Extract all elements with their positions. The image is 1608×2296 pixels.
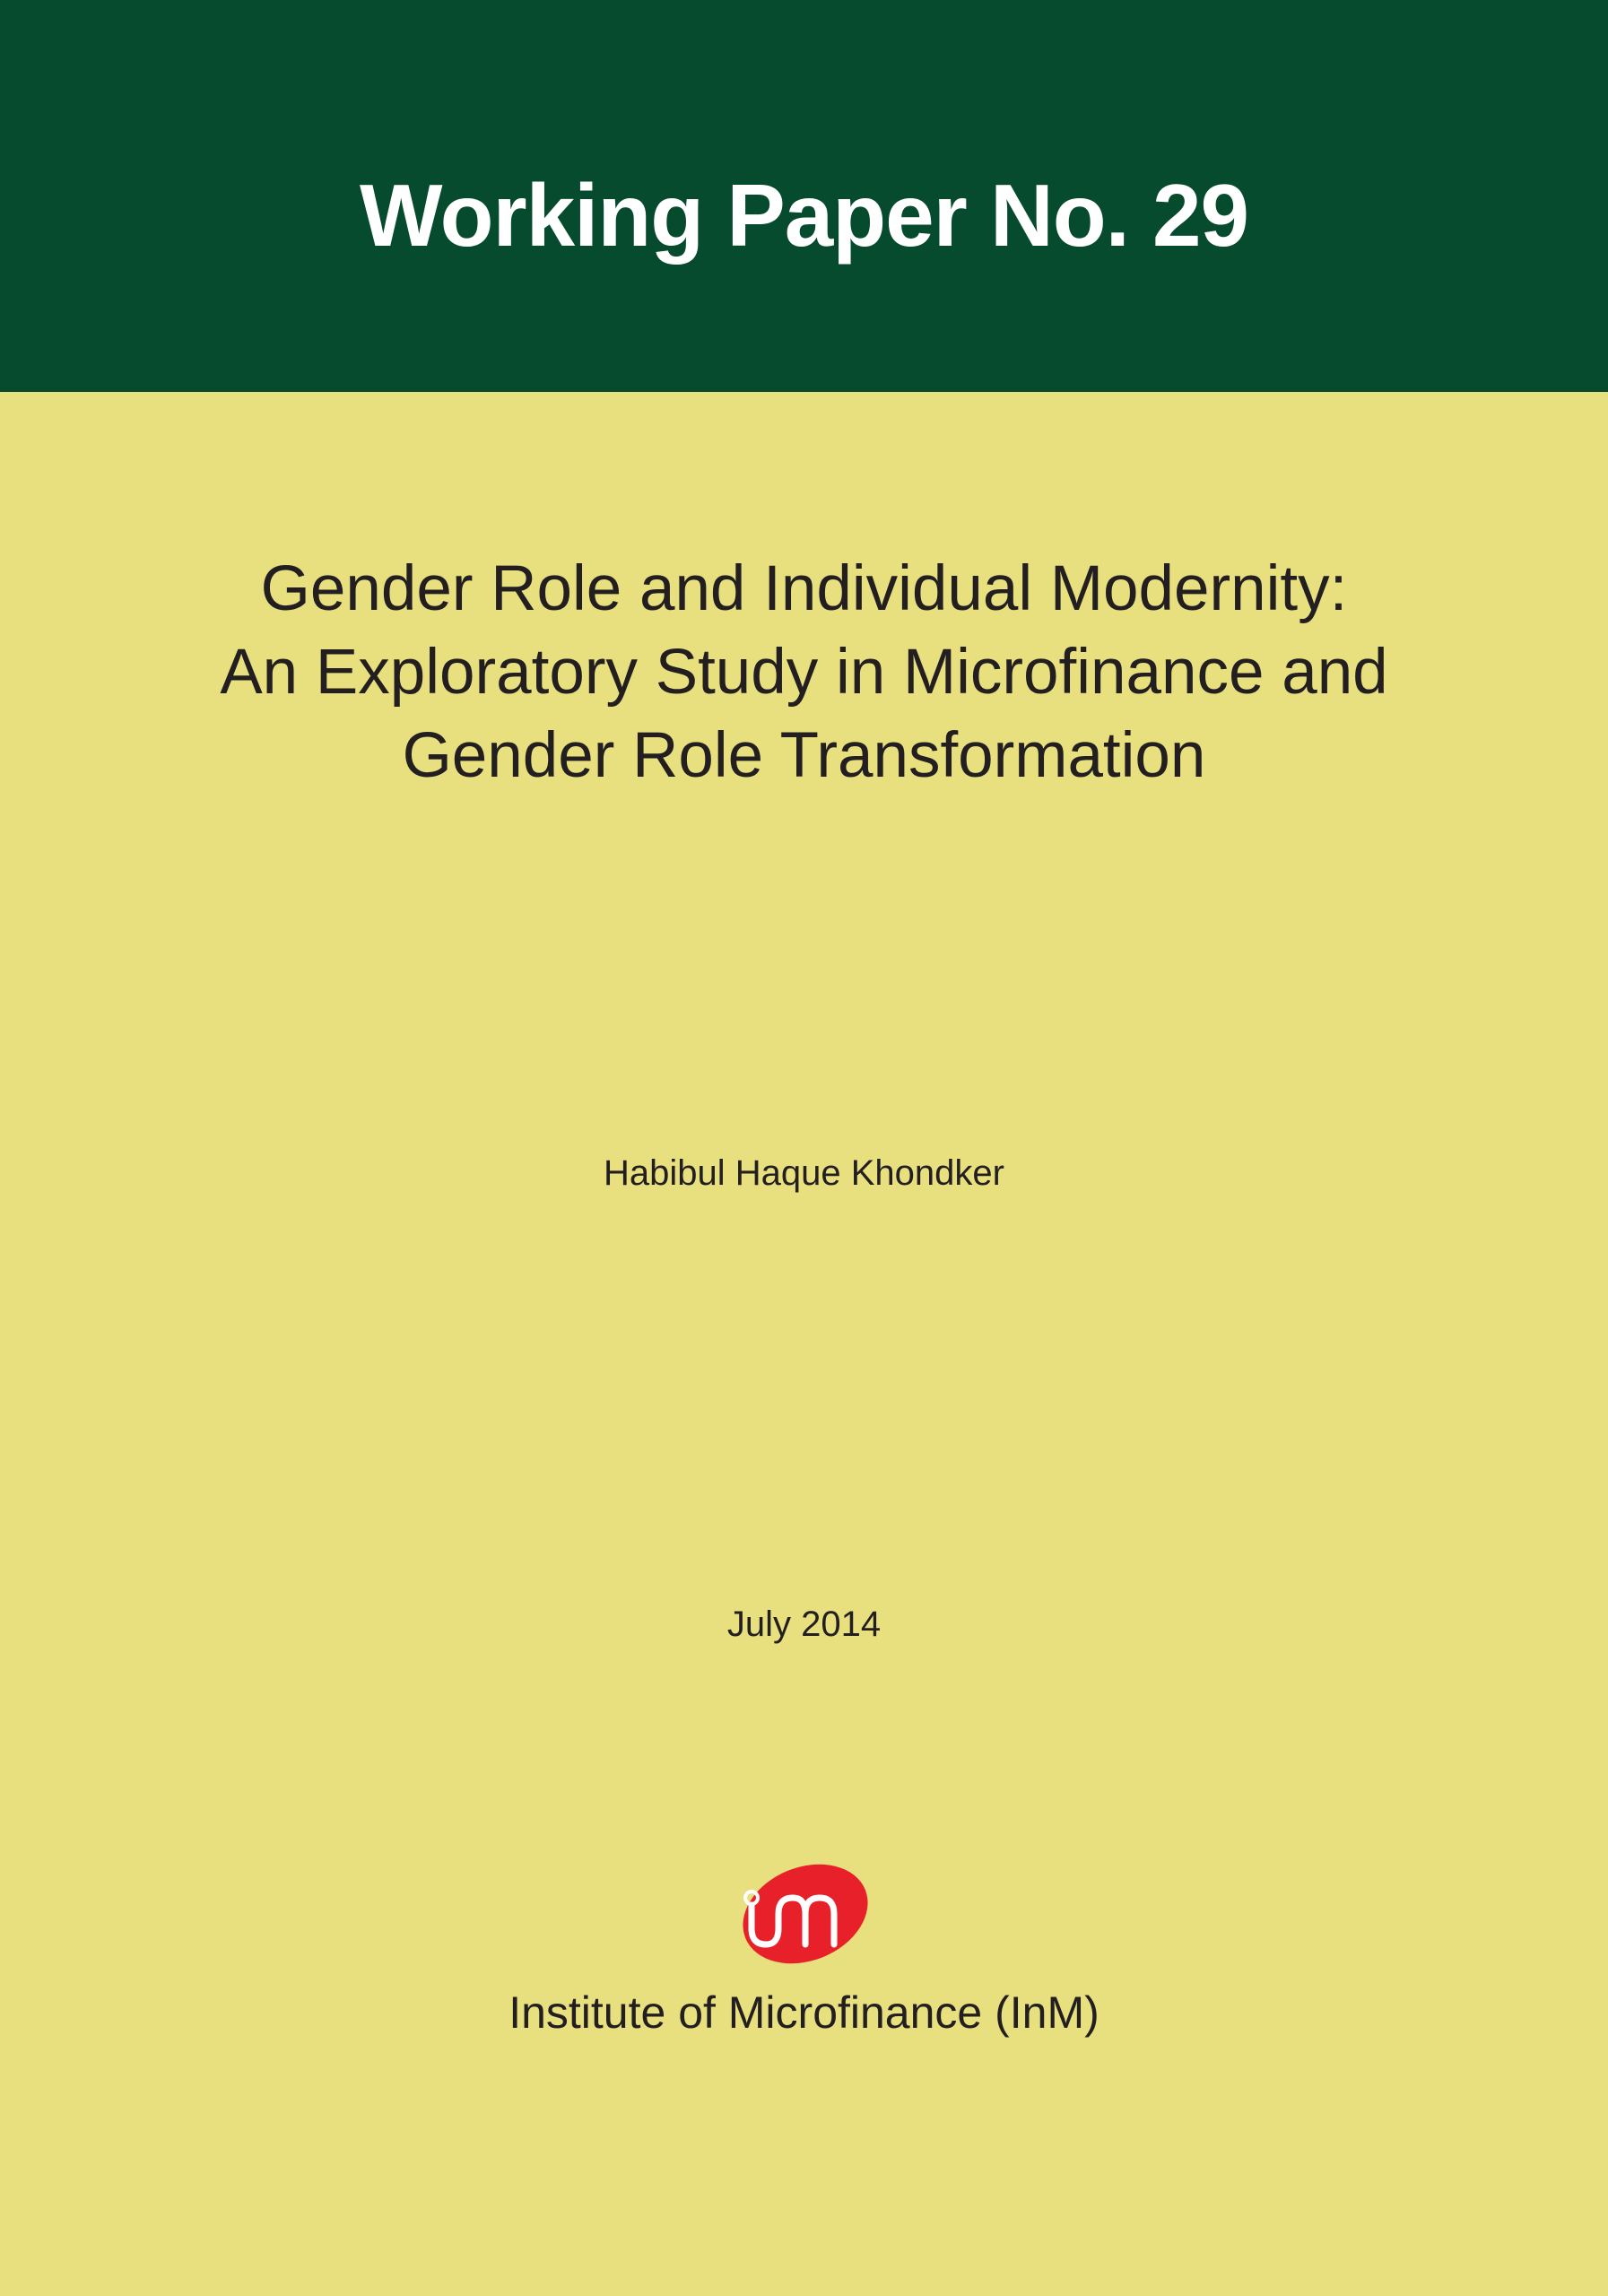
- institute-name: Institute of Microfinance (InM): [508, 1987, 1100, 2038]
- header-band: [0, 0, 1608, 392]
- author-name: Habibul Haque Khondker: [604, 1153, 1004, 1193]
- inm-logo-icon: [734, 1858, 874, 1968]
- document-title: [90, 547, 1518, 797]
- title-line-3: Gender Role Transformation: [402, 720, 1206, 791]
- title-line-1: Gender Role and Individual Modernity:: [260, 553, 1348, 624]
- publication-date: July 2014: [726, 1605, 882, 1644]
- title-line-2: An Exploratory Study in Microfinance and: [220, 637, 1388, 708]
- series-label: Working Paper No. 29: [359, 166, 1249, 265]
